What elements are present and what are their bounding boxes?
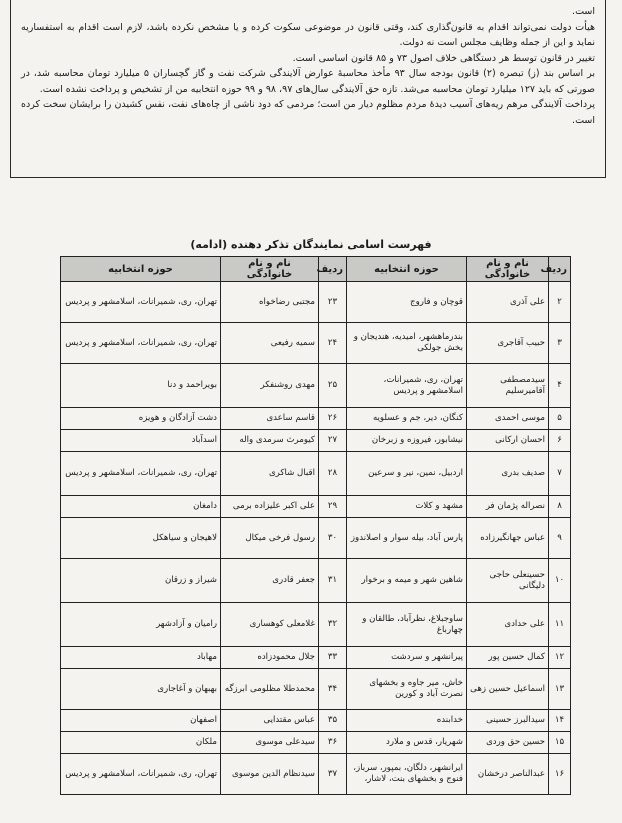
notice-paragraph: است. (572, 6, 595, 17)
header-row-number: ردیف (549, 257, 571, 282)
row-number-cell: ۲۸ (319, 452, 347, 496)
constituency-cell: اردبیل، نمین، نیر و سرعین (347, 452, 467, 496)
constituency-cell: تهران، ری، شمیرانات، اسلامشهر و پردیس (347, 364, 467, 408)
row-number-cell: ۳ (549, 323, 571, 364)
constituency-cell: شاهین شهر و میمه و برخوار (347, 559, 467, 603)
member-name-cell: قاسم ساعدی (221, 408, 319, 430)
header-constituency: حوزه انتخابیه (61, 257, 221, 282)
member-name-cell: حسین حق وردی (467, 732, 549, 754)
constituency-cell: ساوجبلاغ، نظرآباد، طالقان و چهارباغ (347, 603, 467, 647)
row-number-cell: ۳۰ (319, 518, 347, 559)
constituency-cell: لاهیجان و سیاهکل (61, 518, 221, 559)
constituency-cell: تهران، ری، شمیرانات، اسلامشهر و پردیس (61, 452, 221, 496)
row-number-cell: ۳۳ (319, 647, 347, 669)
table-row (61, 430, 571, 452)
member-name-cell: سمیه رفیعی (221, 323, 319, 364)
notice-paragraph: هیأت دولت نمی‌تواند اقدام به قانون‌گذاری کند، وقتی قانون در موضوعی سکوت کرده و یا مشخص نکرده باشد، لازم است اقدام به استفساریه نماید و این از جمله وظایف مجلس است نه دولت. (21, 21, 595, 48)
constituency-cell: نیشابور، فیروزه و زبرخان (347, 430, 467, 452)
header-constituency: حوزه انتخابیه (347, 257, 467, 282)
notice-paragraph: پرداخت آلایندگی مرهم ریه‌های آسیب دیدهٔ مردم مظلوم دیار من است؛ مردمی که دود ناشی از چاه‌های نفت، نفس کشیدن را برایشان سخت کرده است. (21, 99, 595, 126)
row-number-cell: ۳۲ (319, 603, 347, 647)
member-name-cell: عباس جهانگیرزاده (467, 518, 549, 559)
member-name-cell: سیدنظام الدین موسوی (221, 754, 319, 795)
row-number-cell: ۲۹ (319, 496, 347, 518)
member-name-cell: کمال حسین پور (467, 647, 549, 669)
row-number-cell: ۲۶ (319, 408, 347, 430)
constituency-cell: شیراز و زرقان (61, 559, 221, 603)
member-name-cell: مهدی روشنفکر (221, 364, 319, 408)
header-full-name: نام و نام خانوادگی (221, 257, 319, 282)
row-number-cell: ۱۳ (549, 669, 571, 710)
constituency-cell: دشت آزادگان و هویزه (61, 408, 221, 430)
constituency-cell: اصفهان (61, 710, 221, 732)
row-number-cell: ۳۶ (319, 732, 347, 754)
table-row (61, 559, 571, 603)
member-name-cell: سیدعلی موسوی (221, 732, 319, 754)
representatives-table (60, 256, 571, 795)
member-name-cell: علی اکبر علیزاده برمی (221, 496, 319, 518)
member-name-cell: جلال محمودزاده (221, 647, 319, 669)
constituency-cell: شهریار، قدس و ملارد (347, 732, 467, 754)
row-number-cell: ۴ (549, 364, 571, 408)
member-name-cell: رسول فرخی میکال (221, 518, 319, 559)
member-name-cell: محمدطلا مظلومی ابرزگه (221, 669, 319, 710)
row-number-cell: ۹ (549, 518, 571, 559)
row-number-cell: ۲۵ (319, 364, 347, 408)
header-full-name: نام و نام خانوادگی (467, 257, 549, 282)
member-name-cell: علی آذری (467, 282, 549, 323)
member-name-cell: اسماعیل حسین زهی (467, 669, 549, 710)
row-number-cell: ۲ (549, 282, 571, 323)
table-title: فهرست اسامی نمایندگان تذکر دهنده (ادامه) (190, 238, 432, 251)
constituency-cell: پیرانشهر و سردشت (347, 647, 467, 669)
constituency-cell: قوچان و فاروج (347, 282, 467, 323)
row-number-cell: ۲۳ (319, 282, 347, 323)
notice-paragraph: بر اساس بند (ز) تبصره (۲) قانون بودجه سال ۹۳ مأخذ محاسبهٔ عوارض آلایندگی شرکت نفت و گاز گچساران ۵ میلیارد تومان محاسبه شد، در صورتی که باید ۱۲۷ میلیارد تومان محاسبه می‌شد. تازه حق آلایندگی سال‌های ۹۷، ۹۸ و ۹۹ حوزه انتخابیه من از تشخیص و پرداخت نشده است. (21, 68, 595, 95)
member-name-cell: علی حدادی (467, 603, 549, 647)
row-number-cell: ۲۷ (319, 430, 347, 452)
member-name-cell: عبدالناصر درخشان (467, 754, 549, 795)
row-number-cell: ۱۰ (549, 559, 571, 603)
table-row (61, 496, 571, 518)
table-row (61, 323, 571, 364)
constituency-cell: خاش، میر جاوه و بخشهای نصرت آباد و کورین (347, 669, 467, 710)
row-number-cell: ۱۲ (549, 647, 571, 669)
row-number-cell: ۳۵ (319, 710, 347, 732)
constituency-cell: پارس آباد، بیله سوار و اصلاندوز (347, 518, 467, 559)
member-name-cell: عباس مقتدایی (221, 710, 319, 732)
member-name-cell: مجتبی رضاخواه (221, 282, 319, 323)
member-name-cell: نصراله پژمان فر (467, 496, 549, 518)
table-row (61, 603, 571, 647)
table-row (61, 754, 571, 795)
member-name-cell: غلامعلی کوهساری (221, 603, 319, 647)
notice-box (10, 0, 606, 178)
table-row (61, 732, 571, 754)
constituency-cell: ملکان (61, 732, 221, 754)
row-number-cell: ۱۶ (549, 754, 571, 795)
table-row (61, 669, 571, 710)
member-name-cell: موسی احمدی (467, 408, 549, 430)
constituency-cell: تهران، ری، شمیرانات، اسلامشهر و پردیس (61, 323, 221, 364)
table-row (61, 452, 571, 496)
table-row (61, 647, 571, 669)
constituency-cell: مهاباد (61, 647, 221, 669)
constituency-cell: کنگان، دیر، جم و عسلویه (347, 408, 467, 430)
row-number-cell: ۲۴ (319, 323, 347, 364)
row-number-cell: ۱۵ (549, 732, 571, 754)
member-name-cell: احسان ارکانی (467, 430, 549, 452)
constituency-cell: خدابنده (347, 710, 467, 732)
member-name-cell: اقبال شاکری (221, 452, 319, 496)
table-row (61, 282, 571, 323)
constituency-cell: بندرماهشهر، امیدیه، هندیجان و بخش جولکی (347, 323, 467, 364)
row-number-cell: ۶ (549, 430, 571, 452)
row-number-cell: ۳۷ (319, 754, 347, 795)
member-name-cell: سیدمصطفی آقامیرسلیم (467, 364, 549, 408)
constituency-cell: بهبهان و آغاجاری (61, 669, 221, 710)
constituency-cell: تهران، ری، شمیرانات، اسلامشهر و پردیس (61, 282, 221, 323)
row-number-cell: ۱۴ (549, 710, 571, 732)
row-number-cell: ۵ (549, 408, 571, 430)
table-row (61, 710, 571, 732)
constituency-cell: رامیان و آزادشهر (61, 603, 221, 647)
constituency-cell: بویراحمد و دنا (61, 364, 221, 408)
row-number-cell: ۸ (549, 496, 571, 518)
member-name-cell: سیدالبرز حسینی (467, 710, 549, 732)
table-row (61, 364, 571, 408)
table-row (61, 518, 571, 559)
table-header-row (61, 257, 571, 282)
constituency-cell: ایرانشهر، دلگان، بمپور، سرباز، فنوج و بخشهای بنت، لاشار، (347, 754, 467, 795)
member-name-cell: صدیف بدری (467, 452, 549, 496)
row-number-cell: ۱۱ (549, 603, 571, 647)
constituency-cell: اسدآباد (61, 430, 221, 452)
member-name-cell: حبیب آقاجری (467, 323, 549, 364)
notice-paragraph: تغییر در قانون توسط هر دستگاهی خلاف اصول ۷۳ و ۸۵ قانون اساسی است. (292, 52, 595, 64)
row-number-cell: ۷ (549, 452, 571, 496)
constituency-cell: مشهد و کلات (347, 496, 467, 518)
row-number-cell: ۳۴ (319, 669, 347, 710)
table-row (61, 408, 571, 430)
header-row-number: ردیف (319, 257, 347, 282)
constituency-cell: تهران، ری، شمیرانات، اسلامشهر و پردیس (61, 754, 221, 795)
row-number-cell: ۳۱ (319, 559, 347, 603)
constituency-cell: دامغان (61, 496, 221, 518)
member-name-cell: حسینعلی حاجی دلیگانی (467, 559, 549, 603)
member-name-cell: جعفر قادری (221, 559, 319, 603)
member-name-cell: کیومرث سرمدی واله (221, 430, 319, 452)
